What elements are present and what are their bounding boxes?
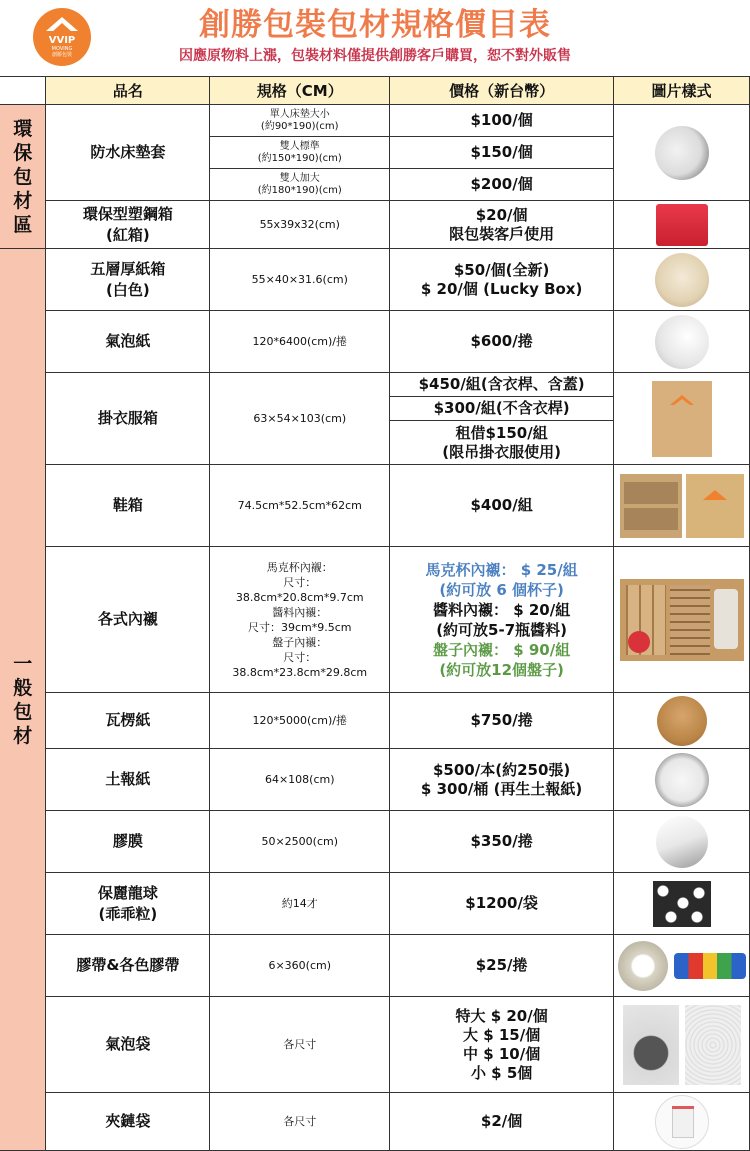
table-row — [0, 547, 750, 693]
item-image — [614, 1093, 750, 1151]
table-row — [0, 373, 750, 397]
item-price: $600/捲 — [390, 311, 614, 373]
item-name: 膠膜 — [46, 811, 210, 873]
category-eco: 環保包材區 — [0, 105, 46, 249]
item-spec: 各尺寸 — [210, 1093, 390, 1151]
item-spec: 單人床墊大小 (約90*190)(cm) — [210, 105, 390, 137]
item-spec: 74.5cm*52.5cm*62cm — [210, 465, 390, 547]
table-row — [0, 693, 750, 749]
item-price: $300/組(不含衣桿) — [390, 397, 614, 421]
bubble-bag-photo — [685, 1005, 741, 1085]
table-row — [0, 1093, 750, 1151]
bubble-bag-kettle-photo — [623, 1005, 679, 1085]
item-name: 環保型塑鋼箱 (紅箱) — [46, 201, 210, 249]
item-name: 五層厚紙箱 (白色) — [46, 249, 210, 311]
table-row — [0, 249, 750, 311]
item-price: $1200/袋 — [390, 873, 614, 935]
col-header-image: 圖片樣式 — [614, 77, 750, 105]
inserts-photo — [620, 579, 744, 661]
zip-bag-photo — [655, 1095, 709, 1149]
wardrobe-box-photo — [652, 381, 712, 457]
item-image — [614, 693, 750, 749]
item-spec: 雙人加大 (約180*190)(cm) — [210, 169, 390, 201]
item-spec: 50×2500(cm) — [210, 811, 390, 873]
table-row — [0, 465, 750, 547]
item-name: 氣泡袋 — [46, 997, 210, 1093]
page-subtitle: 因應原物料上漲，包裝材料僅提供創勝客戶購買，恕不對外販售 — [179, 48, 571, 64]
item-name: 保麗龍球 (乖乖粒) — [46, 873, 210, 935]
table-row — [0, 873, 750, 935]
item-spec: 64×108(cm) — [210, 749, 390, 811]
item-price: $100/個 — [390, 105, 614, 137]
item-price: $25/捲 — [390, 935, 614, 997]
item-spec: 各尺寸 — [210, 997, 390, 1093]
tape-roll-photo — [618, 941, 668, 991]
item-price: $350/捲 — [390, 811, 614, 873]
item-image — [614, 249, 750, 311]
shoe-box-open-photo — [620, 474, 682, 538]
item-spec: 約14才 — [210, 873, 390, 935]
colored-tapes-photo — [674, 953, 746, 979]
item-image — [614, 105, 750, 201]
item-name: 掛衣服箱 — [46, 373, 210, 465]
table-row — [0, 935, 750, 997]
item-image — [614, 373, 750, 465]
item-spec: 馬克杯內襯： 尺寸： 38.8cm*20.8cm*9.7cm 醬料內襯： 尺寸：39cm*9.5cm 盤子內襯： 尺寸： 38.8cm*23.8cm*29.8cm — [210, 547, 390, 693]
item-price: 租借$150/組 (限吊掛衣服使用) — [390, 421, 614, 465]
col-header-price: 價格（新台幣） — [390, 77, 614, 105]
item-name: 夾鏈袋 — [46, 1093, 210, 1151]
item-image — [614, 997, 750, 1093]
mattress-cover-photo — [655, 126, 709, 180]
item-name: 瓦楞紙 — [46, 693, 210, 749]
table-row — [0, 749, 750, 811]
item-name: 鞋箱 — [46, 465, 210, 547]
table-header-row — [0, 77, 750, 105]
item-name: 土報紙 — [46, 749, 210, 811]
item-name: 防水床墊套 — [46, 105, 210, 201]
item-image — [614, 935, 750, 997]
item-spec: 63×54×103(cm) — [210, 373, 390, 465]
item-price: $20/個 限包裝客戶使用 — [390, 201, 614, 249]
newsprint-photo — [655, 753, 709, 807]
item-price: $200/個 — [390, 169, 614, 201]
col-header-name: 品名 — [46, 77, 210, 105]
item-name: 氣泡紙 — [46, 311, 210, 373]
item-price: $450/組(含衣桿、含蓋) — [390, 373, 614, 397]
item-price: 馬克杯內襯： $ 25/組 (約可放 6 個杯子) 醬料內襯： $ 20/組 (約可放5-7瓶醬料) 盤子內襯： $ 90/組 (約可放12個盤子) — [390, 547, 614, 693]
item-image — [614, 311, 750, 373]
item-price: $50/個(全新) $ 20/個 (Lucky Box) — [390, 249, 614, 311]
vvip-moving-logo: VVIP MOVING 創勝包裝 — [33, 8, 91, 66]
item-price: $2/個 — [390, 1093, 614, 1151]
price-table — [0, 76, 750, 1151]
item-image — [614, 811, 750, 873]
shoe-box-closed-photo — [686, 474, 744, 538]
item-spec: 55x39x32(cm) — [210, 201, 390, 249]
col-header-spec: 規格（CM） — [210, 77, 390, 105]
item-price: 特大 $ 20/個 大 $ 15/個 中 $ 10/個 小 $ 5個 — [390, 997, 614, 1093]
item-image — [614, 749, 750, 811]
white-box-photo — [655, 253, 709, 307]
item-spec: 120*6400(cm)/捲 — [210, 311, 390, 373]
table-row — [0, 311, 750, 373]
page-header — [0, 0, 750, 76]
item-image — [614, 873, 750, 935]
item-price: $750/捲 — [390, 693, 614, 749]
foam-peanuts-photo — [653, 881, 711, 927]
category-general: 一般包材 — [0, 249, 46, 1151]
bubble-wrap-photo — [655, 315, 709, 369]
item-spec: 120*5000(cm)/捲 — [210, 693, 390, 749]
corrugated-roll-photo — [657, 696, 707, 746]
item-image — [614, 201, 750, 249]
item-name: 膠帶&各色膠帶 — [46, 935, 210, 997]
item-name: 各式內襯 — [46, 547, 210, 693]
item-spec: 6×360(cm) — [210, 935, 390, 997]
table-row — [0, 105, 750, 137]
item-price: $500/本(約250張) $ 300/桶 (再生土報紙) — [390, 749, 614, 811]
item-price: $400/組 — [390, 465, 614, 547]
red-box-photo — [656, 204, 708, 246]
item-spec: 雙人標準 (約150*190)(cm) — [210, 137, 390, 169]
item-image — [614, 547, 750, 693]
page-title: 創勝包裝包材規格價目表 — [199, 7, 551, 43]
item-image — [614, 465, 750, 547]
table-row — [0, 997, 750, 1093]
table-row — [0, 201, 750, 249]
table-row — [0, 811, 750, 873]
item-spec: 55×40×31.6(cm) — [210, 249, 390, 311]
stretch-film-photo — [656, 816, 708, 868]
item-price: $150/個 — [390, 137, 614, 169]
